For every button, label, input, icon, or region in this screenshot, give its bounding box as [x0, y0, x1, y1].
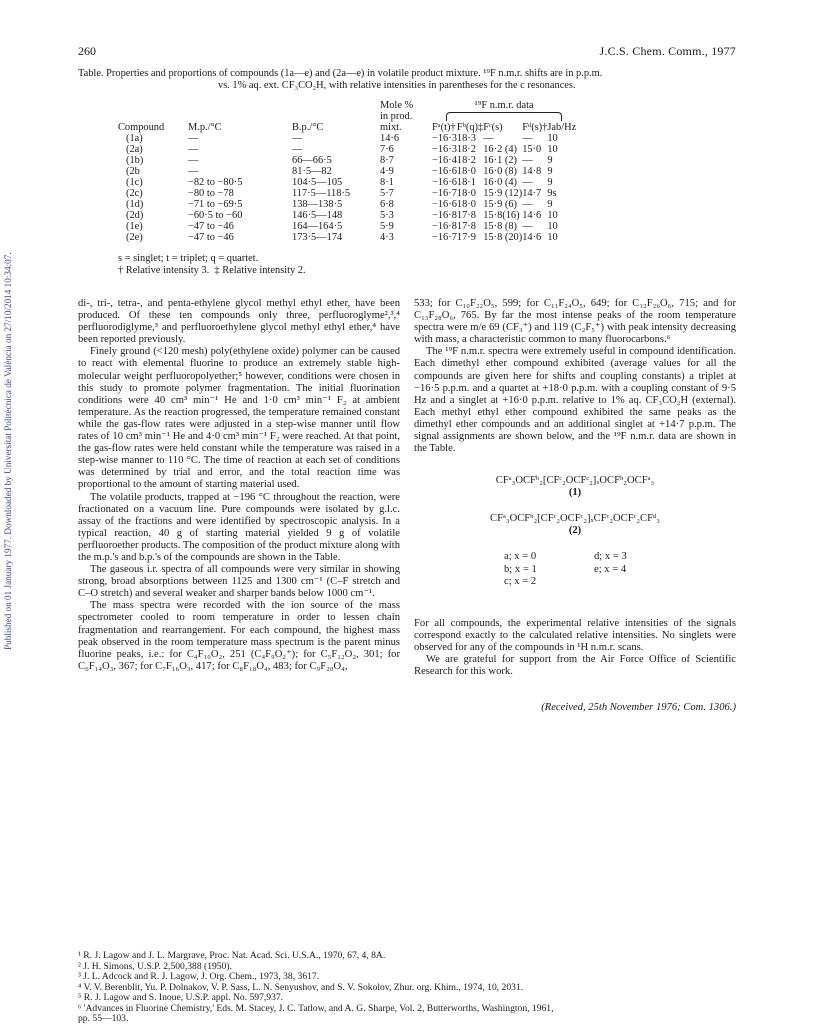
header-fb: Fᵇ(q)‡: [456, 122, 484, 133]
table-footnote-2a: † Relative intensity 3.: [118, 264, 210, 276]
table-cell: 18·1: [456, 177, 476, 188]
table-cell: 9: [547, 177, 553, 188]
table-cell: −71 to −69·5: [188, 199, 243, 210]
header-compound: Compound: [118, 122, 165, 133]
table-cell: −16·8: [432, 221, 457, 232]
table-cell: 9: [547, 199, 553, 210]
formula-2-label: (2): [568, 525, 582, 537]
table-row: [118, 232, 576, 243]
table-row: [118, 188, 576, 199]
table-cell: 18·0: [456, 166, 476, 177]
reference-item: ⁴ V. V. Berenblit, Yu. P. Dolnakov, V. P. Sass, L. N. Senyushov, and S. V. Sokolov, Zhur. org. Khim., 1974, 10, 2031.: [78, 981, 524, 993]
left-column: [78, 298, 400, 673]
table-cell: 15·9 (12): [483, 188, 523, 199]
right-paragraph-1: 533; for C₁₀F₂₂O₅, 599; for C₁₁F₂₄O₅, 649; for C₁₂F₂₆O₆, 715; and for C₁₃F₂₈O₆, 765. By far the most intense peaks of the room temperature spectra were m/e 69 (CF₃⁺) and 119 (C₂F₅⁺) with peak intensity decreasing with mass, a characteristic common to many fluorocarbons.⁶: [414, 298, 736, 346]
table-row: [118, 155, 576, 166]
table-cell: −80 to −78: [188, 188, 234, 199]
table-cell: 9s: [547, 188, 557, 199]
received-date: (Received, 25th November 1976; Com. 1306.): [541, 702, 736, 714]
table-cell: −16·4: [432, 155, 457, 166]
variable-def: d; x = 3: [594, 551, 627, 563]
left-paragraph: The volatile products, trapped at −196 °C throughout the reaction, were fractionated on a vacuum line. Pure compounds were isolated by g.l.c. assay of the fractions and were identified by spectroscopic analysis. In a typical reaction, 40 g of starting material yielded 9 g of volatile perfluoroether products. The composition of the product mixture along with the m.p.'s and b.p.'s of the compounds are shown in the Table.: [78, 491, 400, 563]
header-mole-1: Mole %: [380, 100, 414, 111]
header-nmr: ¹⁹F n.m.r. data: [474, 100, 534, 111]
table-footnote-2: [118, 265, 306, 277]
journal-header: J.C.S. Chem. Comm., 1977: [599, 44, 736, 58]
table-cell: 146·5—148: [292, 210, 343, 221]
table-cell: 17·9: [456, 232, 476, 243]
table-cell: 173·5—174: [292, 232, 343, 243]
table-cell: 5·9: [380, 221, 394, 232]
table-row: [118, 177, 576, 188]
table-cell: 18·0: [456, 199, 476, 210]
header-fa: Fᵃ(t)†: [432, 122, 456, 133]
right-paragraph-2: The ¹⁹F n.m.r. spectra were extremely useful in compound identification. Each dimethyl ether compound exhibited (average values for all the compounds are given here for shifts and coupling constants) a triplet at −16·5 p.p.m. and a quartet at +18·0 p.p.m. with a coupling constant of 9·5 Hz and a singlet at +16·0 p.p.m. relative to 1% aq. CF₃CO₂H (external). Each methyl ethyl ether compound exhibited the same peaks as the dimethyl ether compounds and an additional singlet at +14·7 p.p.m. The signal assignments are shown below, and the ¹⁹F n.m.r. data are shown in the Table.: [414, 346, 736, 455]
table-cell: —: [522, 177, 533, 188]
table-footnotes: [118, 253, 306, 276]
table-cell: (1c): [126, 177, 143, 188]
table-header-row-1: [118, 100, 576, 111]
table-cell: −60·5 to −60: [188, 210, 243, 221]
table-cell: 15·0: [522, 144, 542, 155]
table-cell: —: [522, 199, 533, 210]
table-row: [118, 144, 576, 155]
table-cell: 14·6: [522, 210, 542, 221]
table-cell: 9: [547, 155, 553, 166]
table-cell: 15·8(16): [483, 210, 520, 221]
table-cell: 18·0: [456, 188, 476, 199]
table-cell: (1e): [126, 221, 143, 232]
table-cell: (2c): [126, 188, 143, 199]
table-cell: 81·5—82: [292, 166, 332, 177]
table-cell: —: [522, 133, 533, 144]
table-cell: 18·3: [456, 133, 476, 144]
reference-item: pp. 55—103.: [78, 1013, 129, 1024]
table-row: [118, 221, 576, 232]
table-cell: —: [188, 155, 199, 166]
table-cell: 4·3: [380, 232, 394, 243]
table-cell: 8·1: [380, 177, 394, 188]
table-cell: 10: [547, 144, 558, 155]
table-cell: −16·3: [432, 133, 457, 144]
table-cell: —: [292, 144, 303, 155]
table-cell: 14·6: [522, 232, 542, 243]
page-number: 260: [78, 44, 96, 58]
table-cell: 14·6: [380, 133, 400, 144]
table-cell: −47 to −46: [188, 232, 234, 243]
table-cell: 16·1 (2): [483, 155, 517, 166]
table-cell: (2b: [126, 166, 140, 177]
table-cell: 18·2: [456, 144, 476, 155]
reference-item: ⁵ R. J. Lagow and S. Inoue, U.S.P. appl. No. 597,937.: [78, 992, 284, 1003]
table-cell: 10: [547, 133, 558, 144]
table-caption: [78, 68, 738, 92]
header-fc: Fᶜ(s): [483, 122, 503, 133]
table-cell: −16·7: [432, 188, 457, 199]
variable-def: [594, 576, 664, 588]
table-row: [118, 133, 576, 144]
table-cell: 15·8 (8): [483, 221, 517, 232]
reference-item: ⁶ 'Advances in Fluorine Chemistry,' Eds. M. Stacey, J. C. Tatlow, and A. G. Sharpe, Vol. 2, Butterworths, Washington, 1961,: [78, 1002, 554, 1014]
formula-1: CFᵃ₃OCFᵇ₂[CFᶜ₂OCFᶜ₂]ₓOCFᵇ₂OCFᵃ₃: [495, 475, 655, 487]
table-cell: 14·7: [522, 188, 542, 199]
download-watermark-text: Published on 01 January 1977. Downloaded by Universitat Politècnica de València on 27/10/2014 10:34:07.: [3, 252, 13, 650]
table-cell: 5·3: [380, 210, 394, 221]
table-cell: 138—138·5: [292, 199, 343, 210]
variable-def: c; x = 2: [504, 575, 537, 587]
left-paragraph: Finely ground (<120 mesh) poly(ethylene oxide) polymer can be caused to react with elemental fluorine to produce an extremely stable high-molecular weight perfluoropolyether;⁵ however, conditions were chosen in this study to promote polymer fragmentation. The initial fluorination conditions were 40 cm³ min⁻¹ He and 1·0 cm³ min⁻¹ F₂ at ambient temperature. As the reaction progressed, the temperature remained constant while the gas-flow rates were adjusted in a step-wise manner until flow rates of 10 cm³ min⁻¹ He and 4·0 cm³ min⁻¹ F₂ were reached. At that point, the gas-flow rates were held constant while the temperature was raised in a step-wise manner to 110 °C. The time of reaction at each set of conditions was determined by trial and error, and the total reaction time was proportional to the amount of starting material used.: [78, 346, 400, 491]
table-cell: 17·8: [456, 221, 476, 232]
left-paragraph: di-, tri-, tetra-, and penta-ethylene glycol methyl ethyl ether, have been produced. Of these ten compounds only three, perfluoroglyme²,³,⁴ perfluorodiglyme,³ and perfluoroethylene glycol methyl ethyl ether,⁴ have been reported previously.: [78, 298, 400, 346]
table-cell: 4·9: [380, 166, 394, 177]
nmr-brace: [446, 112, 562, 121]
table-cell: −16·6: [432, 166, 457, 177]
header-fd: Fᵈ(s)†: [522, 122, 548, 133]
table-caption-line2: vs. 1% aq. ext. CF₃CO₂H, with relative intensities in parentheses for the c resonances.: [218, 80, 576, 91]
table-cell: —: [522, 155, 533, 166]
table-cell: 66—66·5: [292, 155, 332, 166]
table-cell: 7·6: [380, 144, 394, 155]
table-cell: —: [292, 133, 303, 144]
table-cell: (2d): [126, 210, 144, 221]
table-row: [118, 166, 576, 177]
table-cell: 5·7: [380, 188, 394, 199]
table-cell: (1a): [126, 133, 143, 144]
table-cell: —: [188, 166, 199, 177]
formula-2: CFᵃ₃OCFᵇ₂[CFᶜ₂OCFᶜ₂]ₓCFᶜ₂OCFᶜ₂CFᵈ₃: [490, 513, 660, 525]
table-cell: 18·2: [456, 155, 476, 166]
header-mole-3: mixt.: [380, 122, 402, 133]
table-cell: −16·8: [432, 210, 457, 221]
table-cell: —: [483, 133, 494, 144]
properties-table: [118, 100, 576, 243]
table-cell: (2e): [126, 232, 143, 243]
table-footnote-2b: ‡ Relative intensity 2.: [214, 264, 306, 276]
table-header-row-3: [118, 122, 576, 133]
table-caption-label: Table.: [78, 68, 104, 79]
table-cell: 10: [547, 232, 558, 243]
table-cell: (2a): [126, 144, 143, 155]
reference-item: ¹ R. J. Lagow and J. L. Margrave, Proc. Nat. Acad. Sci. U.S.A., 1970, 67, 4, 8A.: [78, 950, 386, 961]
header-mp: M.p./°C: [188, 122, 222, 133]
header-mole-2: in prod.: [380, 111, 413, 122]
table-cell: 9: [547, 166, 553, 177]
header-bp: B.p./°C: [292, 122, 324, 133]
left-paragraph: The gaseous i.r. spectra of all compounds were very similar in showing strong, broad absorptions between 1125 and 1300 cm⁻¹ (C–F stretch and C–O stretch) and several weaker and sharper bands below 1000 cm⁻¹.: [78, 564, 400, 600]
table-row: [118, 199, 576, 210]
table-cell: —: [522, 221, 533, 232]
table-cell: 14·8: [522, 166, 542, 177]
table-cell: −16·6: [432, 177, 457, 188]
table-cell: 117·5—118·5: [292, 188, 351, 199]
variable-def: e; x = 4: [594, 563, 627, 575]
table-footnote-1: s = singlet; t = triplet; q = quartet.: [118, 253, 259, 264]
table-cell: 15·9 (6): [483, 199, 517, 210]
table-cell: −82 to −80·5: [188, 177, 243, 188]
table-header-row-2: [118, 111, 576, 122]
variable-def: b; x = 1: [504, 563, 537, 575]
right-column: [414, 298, 736, 714]
table-cell: (1d): [126, 199, 144, 210]
formula-1-label: (1): [568, 487, 582, 499]
table-cell: 16·0 (8): [483, 166, 517, 177]
table-cell: 104·5—105: [292, 177, 343, 188]
table-cell: 8·7: [380, 155, 394, 166]
reference-item: ² J. H. Simons, U.S.P. 2,500,388 (1950).: [78, 960, 232, 972]
references: [78, 951, 740, 1025]
table-cell: −16·6: [432, 199, 457, 210]
table-cell: −16·3: [432, 144, 457, 155]
table-cell: 15·8 (20): [483, 232, 523, 243]
right-paragraph-4: We are grateful for support from the Air Force Office of Scientific Research for this work.: [414, 653, 736, 678]
download-watermark: [3, 150, 17, 650]
table-cell: 10: [547, 210, 558, 221]
reference-item: ³ J. L. Adcock and R. J. Lagow, J. Org. Chem., 1973, 38, 3617.: [78, 971, 320, 982]
table-caption-line1: Properties and proportions of compounds (1a—e) and (2a—e) in volatile product mixture. ¹⁹F n.m.r. shifts are in p.p.m.: [106, 68, 603, 79]
variable-definitions: [504, 551, 664, 587]
right-paragraph-3: For all compounds, the experimental relative intensities of the signals correspond exactly to the calculated relative intensities. No singlets were observed for any of the compounds in ¹H n.m.r. scans.: [414, 617, 736, 653]
table-cell: −16·7: [432, 232, 457, 243]
table-cell: 6·8: [380, 199, 394, 210]
header-j: Jab/Hz: [547, 122, 577, 133]
table-cell: (1b): [126, 155, 144, 166]
table-cell: 10: [547, 221, 558, 232]
left-paragraph: The mass spectra were recorded with the ion source of the mass spectrometer cooled to room temperature in order to lessen chain fragmentation and rearrangement. For each compound, the highest mass peak observed in the room temperature mass spectrum is the parent minus fluorine peaks, i.e.: for C₄F₁₀O₂, 251 (C₄F₉O₂⁺); for C₅F₁₂O₂, 301; for C₆F₁₄O₃, 367; for C₇F₁₆O₃, 417; for C₈F₁₈O₄, 483; for C₉F₂₀O₄,: [78, 600, 400, 672]
table-cell: −47 to −46: [188, 221, 234, 232]
table-cell: 16·2 (4): [483, 144, 517, 155]
table-row: [118, 210, 576, 221]
table-cell: 17·8: [456, 210, 476, 221]
table-cell: 16·0 (4): [483, 177, 517, 188]
table-cell: 164—164·5: [292, 221, 343, 232]
table-cell: —: [188, 144, 199, 155]
table-cell: —: [188, 133, 199, 144]
variable-def: a; x = 0: [504, 551, 537, 563]
